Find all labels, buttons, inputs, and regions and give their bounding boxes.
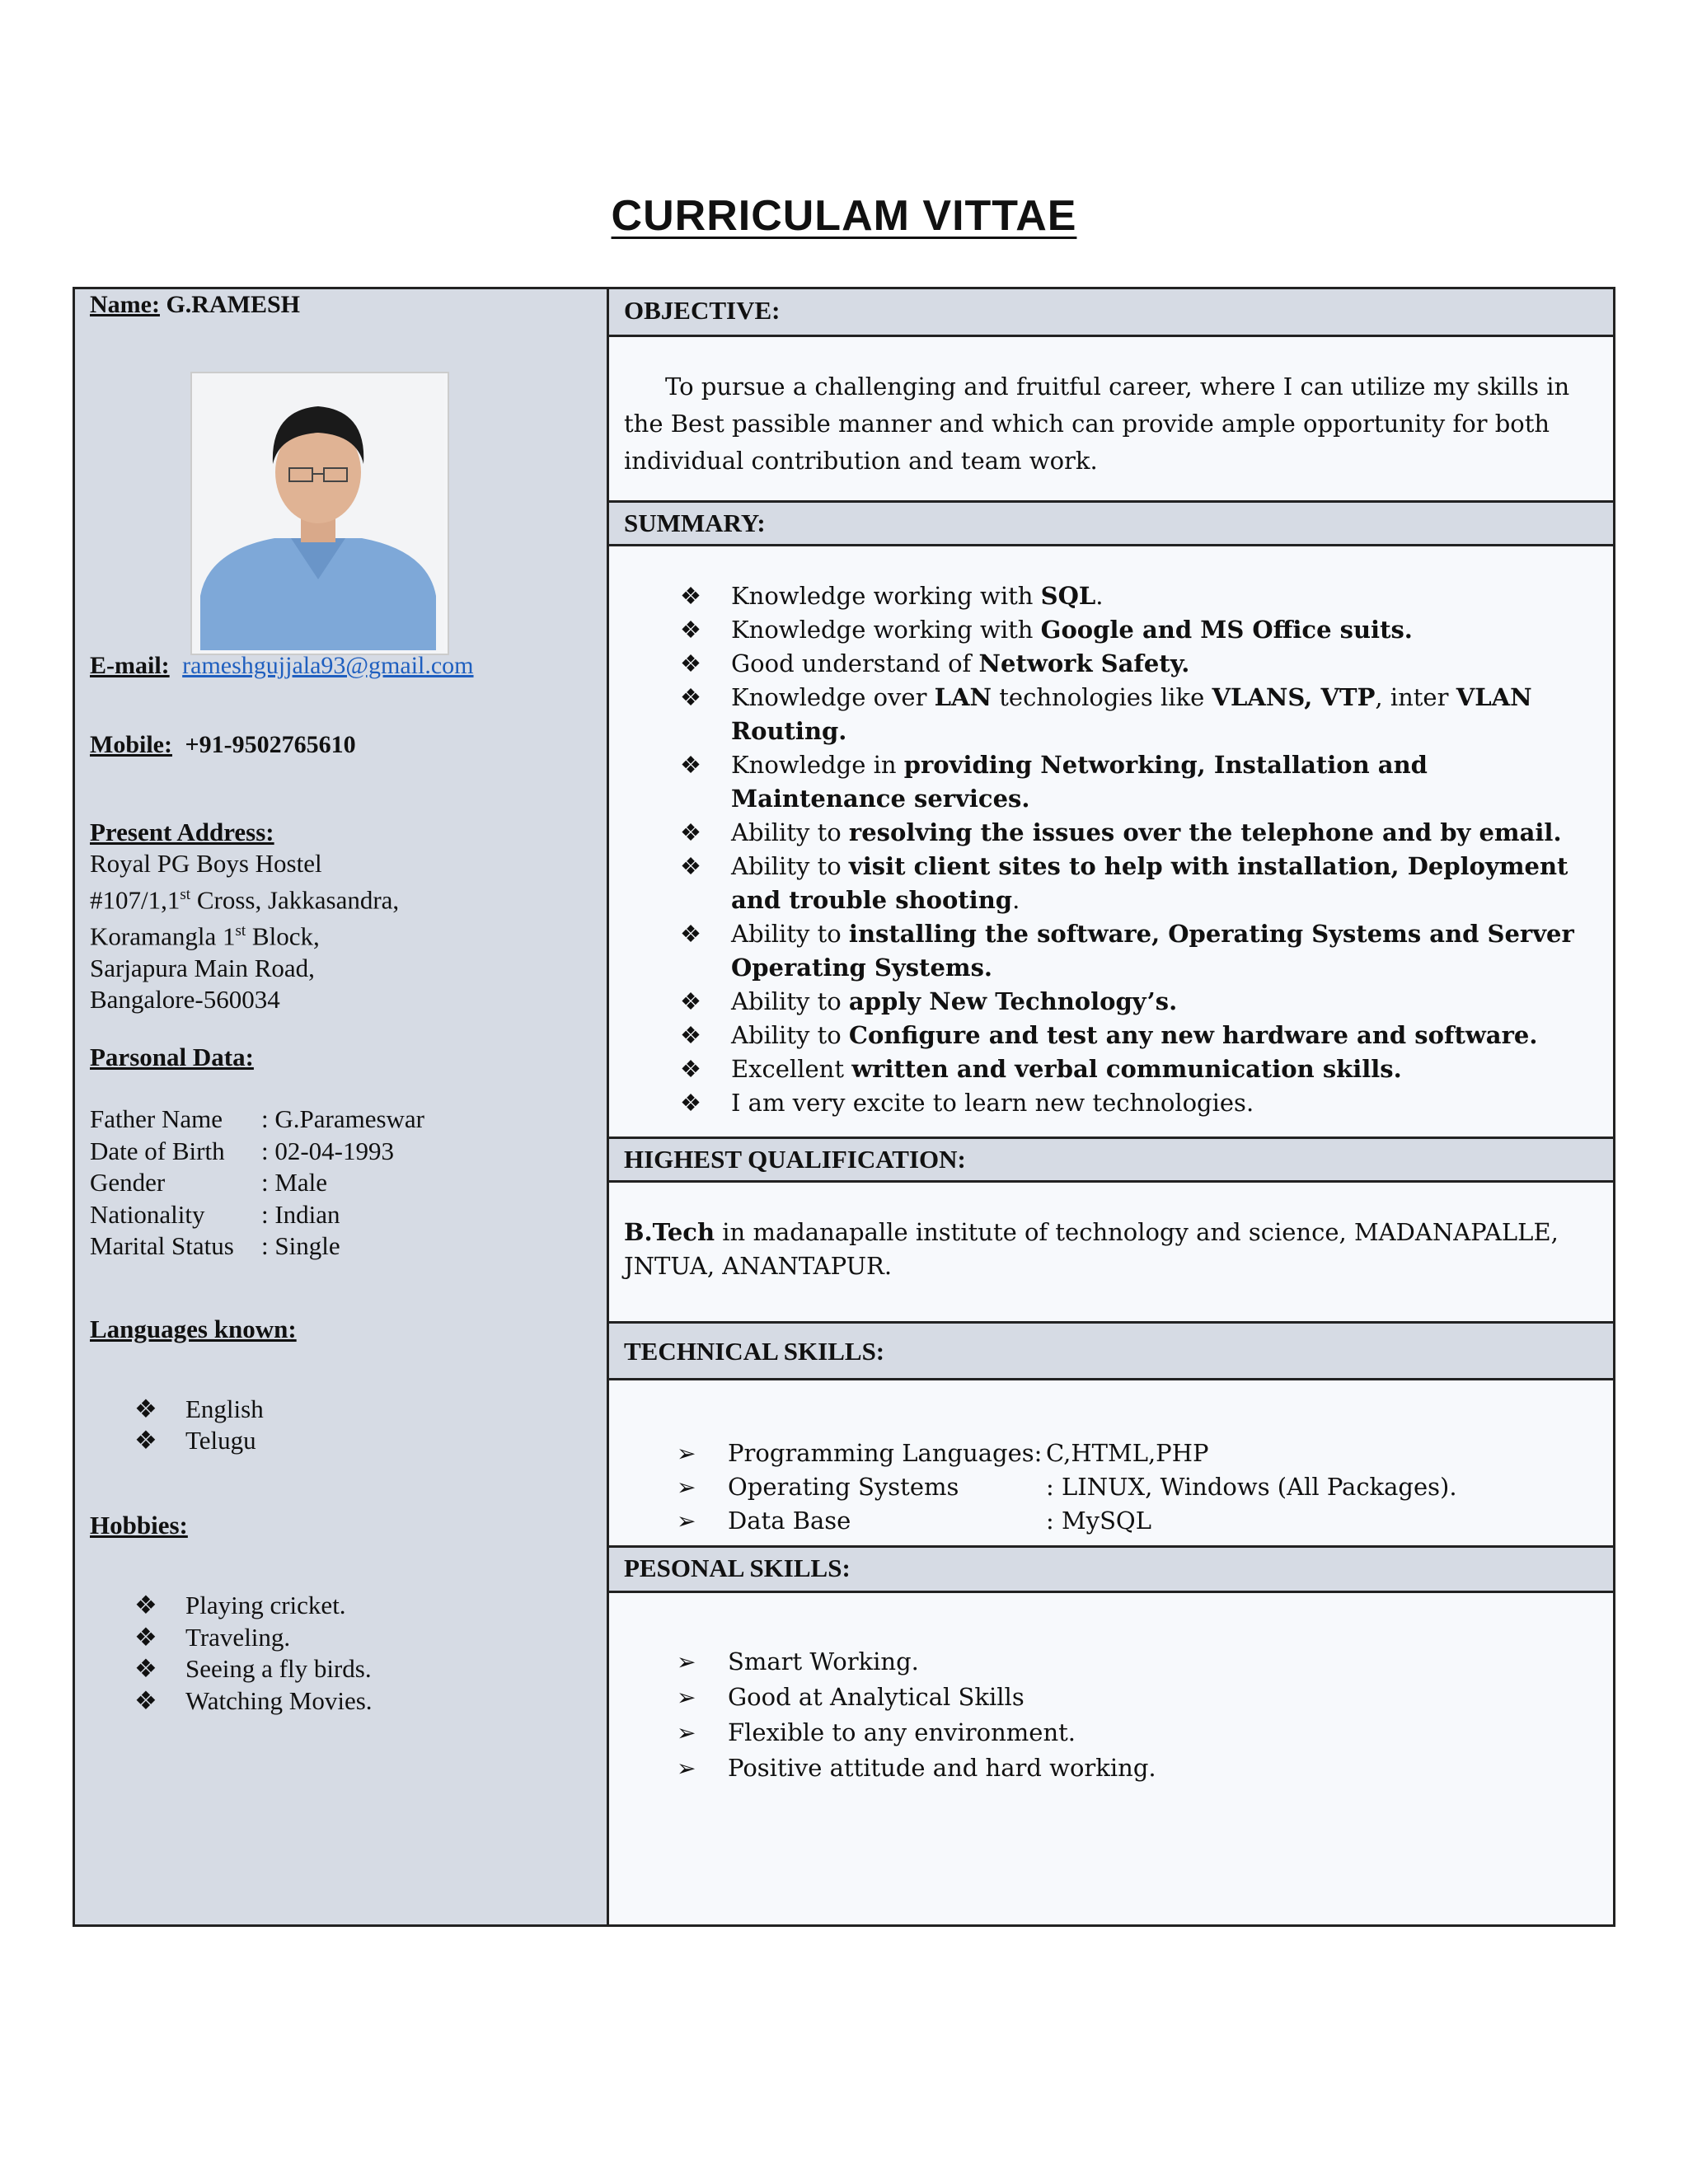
summary-item: ❖ Knowledge in providing Networking, Installation and Maintenance services. bbox=[680, 748, 1580, 816]
personal-data-value: : Indian bbox=[261, 1199, 340, 1229]
left-column bbox=[75, 289, 609, 1924]
summary-item: ❖ Ability to apply New Technology’s. bbox=[680, 985, 1580, 1019]
summary-item: ❖ Ability to resolving the issues over the telephone and by email. bbox=[680, 816, 1580, 850]
objective-heading: OBJECTIVE: bbox=[609, 289, 1613, 337]
personal-data-value: : G.Parameswar bbox=[261, 1104, 424, 1133]
name-label: Name: bbox=[90, 291, 160, 318]
personal-skill-item: ➢ Good at Analytical Skills bbox=[677, 1680, 1580, 1715]
profile-photo bbox=[190, 372, 449, 655]
personal-data-value: : Single bbox=[261, 1231, 340, 1260]
hobby-item: ❖ Playing cricket. bbox=[134, 1590, 563, 1622]
languages-list bbox=[134, 1394, 546, 1456]
personal-data-list bbox=[90, 1104, 424, 1263]
technical-skill-key: Programming Languages: bbox=[728, 1439, 1043, 1467]
name-value: G.RAMESH bbox=[166, 291, 300, 318]
summary-item: ❖ Good understand of Network Safety. bbox=[680, 647, 1580, 681]
hobby-item: ❖ Watching Movies. bbox=[134, 1685, 563, 1718]
hobbies-list bbox=[134, 1590, 563, 1717]
objective-text: To pursue a challenging and fruitful career, where I can utilize my skills in the Best passible manner and which can provide ample opportunity for both individual contribution and team work. bbox=[624, 373, 1570, 475]
technical-skill-item bbox=[677, 1436, 1580, 1470]
technical-skill-value: : MySQL bbox=[1046, 1507, 1151, 1535]
personal-skills-heading: PESONAL SKILLS: bbox=[609, 1545, 1613, 1593]
personal-data-row bbox=[90, 1230, 424, 1263]
technical-skill-item bbox=[677, 1504, 1580, 1538]
technical-skill-item bbox=[677, 1470, 1580, 1504]
address-line: Bangalore-560034 bbox=[90, 984, 280, 1014]
personal-data-key: Father Name bbox=[90, 1104, 223, 1133]
personal-data-row bbox=[90, 1136, 424, 1168]
technical-skill-key: Data Base bbox=[728, 1507, 851, 1535]
technical-skills-heading: TECHNICAL SKILLS: bbox=[609, 1321, 1613, 1380]
personal-data-label: Parsonal Data: bbox=[90, 1043, 254, 1071]
hobby-item: ❖ Traveling. bbox=[134, 1622, 563, 1654]
summary-item: ❖ Excellent written and verbal communication skills. bbox=[680, 1052, 1580, 1086]
right-column bbox=[609, 289, 1613, 1924]
personal-skill-item: ➢ Flexible to any environment. bbox=[677, 1715, 1580, 1750]
hobby-item: ❖ Seeing a fly birds. bbox=[134, 1653, 563, 1685]
summary-item: ❖ Ability to visit client sites to help with installation, Deployment and trouble shooting. bbox=[680, 850, 1580, 917]
qualification-heading: HIGHEST QUALIFICATION: bbox=[609, 1137, 1613, 1183]
person-photo-icon bbox=[192, 373, 444, 650]
email-link[interactable]: rameshgujjala93@gmail.com bbox=[182, 652, 474, 679]
address-block bbox=[90, 817, 399, 1015]
address-line: Koramangla 1st Block, bbox=[90, 921, 320, 951]
summary-heading: SUMMARY: bbox=[609, 500, 1613, 546]
hobbies-label: Hobbies: bbox=[90, 1511, 188, 1540]
mobile-label: Mobile: bbox=[90, 731, 172, 758]
personal-data-row bbox=[90, 1199, 424, 1231]
mobile-row bbox=[90, 731, 356, 759]
summary-item: ❖ I am very excite to learn new technologies. bbox=[680, 1086, 1580, 1120]
personal-skill-item: ➢ Smart Working. bbox=[677, 1644, 1580, 1680]
summary-item: ❖ Ability to Configure and test any new hardware and software. bbox=[680, 1019, 1580, 1052]
address-line: #107/1,1st Cross, Jakkasandra, bbox=[90, 885, 400, 915]
address-line: Royal PG Boys Hostel bbox=[90, 849, 322, 878]
personal-data-row bbox=[90, 1104, 424, 1136]
personal-data-key: Marital Status bbox=[90, 1231, 234, 1260]
page-title: CURRICULAM VITTAE bbox=[611, 192, 1077, 240]
personal-data-key: Gender bbox=[90, 1168, 166, 1197]
email-row bbox=[90, 652, 474, 680]
language-item: ❖ Telugu bbox=[134, 1425, 546, 1456]
personal-data-value: : Male bbox=[261, 1168, 328, 1197]
summary-item: ❖ Knowledge over LAN technologies like VLANS, VTP, inter VLAN Routing. bbox=[680, 681, 1580, 748]
qualification-text: B.Tech in madanapalle institute of technology and science, MADANAPALLE, JNTUA, ANANTAPUR. bbox=[624, 1218, 1559, 1280]
personal-skill-item: ➢ Positive attitude and hard working. bbox=[677, 1750, 1580, 1786]
summary-item: ❖ Knowledge working with Google and MS Office suits. bbox=[680, 613, 1580, 647]
address-line: Sarjapura Main Road, bbox=[90, 953, 315, 982]
resume-table bbox=[73, 287, 1615, 1927]
summary-item: ❖ Ability to installing the software, Operating Systems and Server Operating Systems. bbox=[680, 917, 1580, 985]
summary-item: ❖ Knowledge working with SQL. bbox=[680, 579, 1580, 613]
language-item: ❖ English bbox=[134, 1394, 546, 1425]
summary-list bbox=[680, 579, 1580, 1120]
technical-skill-value: : LINUX, Windows (All Packages). bbox=[1046, 1473, 1457, 1501]
personal-data-key: Nationality bbox=[90, 1199, 205, 1229]
languages-label: Languages known: bbox=[90, 1315, 297, 1343]
personal-data-value: : 02-04-1993 bbox=[261, 1136, 395, 1165]
personal-skills-list bbox=[677, 1644, 1580, 1786]
degree: B.Tech bbox=[624, 1218, 715, 1246]
technical-skill-key: Operating Systems bbox=[728, 1473, 959, 1501]
personal-data-key: Date of Birth bbox=[90, 1136, 225, 1165]
name-row bbox=[90, 291, 300, 319]
email-label: E-mail: bbox=[90, 652, 170, 679]
mobile-value: +91-9502765610 bbox=[185, 731, 356, 758]
technical-skills-list bbox=[677, 1436, 1580, 1538]
address-label: Present Address: bbox=[90, 818, 274, 846]
technical-skill-value: C,HTML,PHP bbox=[1046, 1439, 1209, 1467]
personal-data-row bbox=[90, 1167, 424, 1199]
